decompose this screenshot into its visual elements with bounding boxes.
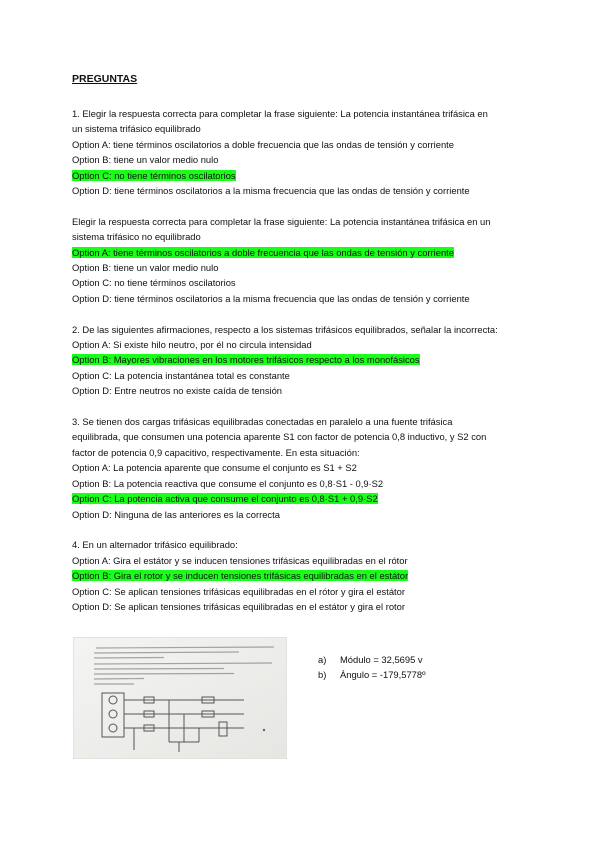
q2-option-d: Option D: Entre neutros no existe caída de tensión [72, 385, 283, 397]
question-1b-prompt: Elegir la respuesta correcta para completar la frase siguiente: La potencia instantánea trifásica en un [72, 215, 491, 227]
q3-option-d: Option D: Ninguna de las anteriores es la correcta [72, 508, 280, 520]
q4-option-b-correct: Option B: Gira el rotor y se inducen tensiones trifásicas equilibradas en el estátor [72, 570, 409, 582]
q2-option-b-correct: Option B: Mayores vibraciones en los motores trifásicos respecto a los monofásicos [72, 354, 420, 366]
result-a-label: a) [318, 654, 327, 665]
q1b-option-d: Option D: tiene términos oscilatorios a la misma frecuencia que las ondas de tensión y corriente [72, 292, 470, 304]
result-b-label: b) [318, 669, 327, 681]
q1-option-b: Option B: tiene un valor medio nulo [72, 154, 219, 166]
result-a [318, 652, 426, 667]
question-3-prompt-cont-2: factor de potencia 0,9 capacitivo, respectivamente. En esta situación: [72, 446, 360, 458]
q3-option-c-correct: Option C: La potencia activa que consume el conjunto es 0,8·S1 + 0,9·S2 [72, 493, 378, 505]
question-1-prompt-cont: un sistema trifásico equilibrado [72, 123, 201, 135]
question-4-prompt: 4. En un alternador trifásico equilibrado: [72, 539, 238, 551]
result-b [318, 667, 426, 682]
q1b-option-a-correct: Option A: tiene términos oscilatorios a doble frecuencia que las ondas de tensión y corriente [72, 246, 454, 258]
result-a-text: Módulo = 32,5695 v [340, 654, 423, 665]
q1-option-a: Option A: tiene términos oscilatorios a doble frecuencia que las ondas de tensión y corriente [72, 138, 454, 150]
q1b-option-c: Option C: no tiene términos oscilatorios [72, 277, 236, 289]
question-1-prompt: 1. Elegir la respuesta correcta para completar la frase siguiente: La potencia instantánea trifásica en [72, 108, 488, 119]
page-title: PREGUNTAS [72, 73, 138, 85]
result-b-text: Ángulo = -179,5778º [340, 669, 426, 681]
q1-option-c-correct: Option C: no tiene términos oscilatorios [72, 169, 236, 181]
q2-option-a: Option A: Si existe hilo neutro, por él no circula intensidad [72, 339, 312, 351]
question-1b-prompt-cont: sistema trifásico no equilibrado [72, 231, 201, 243]
question-2-prompt: 2. De las siguientes afirmaciones, respecto a los sistemas trifásicos equilibrados, señalar la incorrecta: [72, 323, 498, 335]
results-block [318, 652, 426, 683]
q2-option-c: Option C: La potencia instantánea total es constante [72, 369, 290, 381]
q1b-option-b: Option B: tiene un valor medio nulo [72, 262, 219, 274]
q4-option-a: Option A: Gira el estátor y se inducen tensiones trifásicas equilibradas en el rótor [72, 554, 408, 566]
q4-option-c: Option C: Se aplican tensiones trifásicas equilibradas en el rótor y gira el estátor [72, 585, 405, 597]
circuit-photo-image [74, 638, 286, 758]
circuit-photo [73, 637, 287, 759]
q3-option-a: Option A: La potencia aparente que consume el conjunto es S1 + S2 [72, 462, 357, 474]
q4-option-d: Option D: Se aplican tensiones trifásicas equilibradas en el estátor y gira el rotor [72, 600, 405, 612]
q1-option-d: Option D: tiene términos oscilatorios a la misma frecuencia que las ondas de tensión y corriente [72, 185, 470, 197]
question-3-prompt-cont: equilibrada, que consumen una potencia aparente S1 con factor de potencia 0,8 inductivo, y S2 con [72, 431, 487, 443]
questions-list [72, 106, 542, 614]
q3-option-b: Option B: La potencia reactiva que consume el conjunto es 0,8·S1 - 0,9·S2 [72, 477, 384, 489]
question-3-prompt: 3. Se tienen dos cargas trifásicas equilibradas conectadas en paralelo a una fuente trifásica [72, 416, 453, 428]
